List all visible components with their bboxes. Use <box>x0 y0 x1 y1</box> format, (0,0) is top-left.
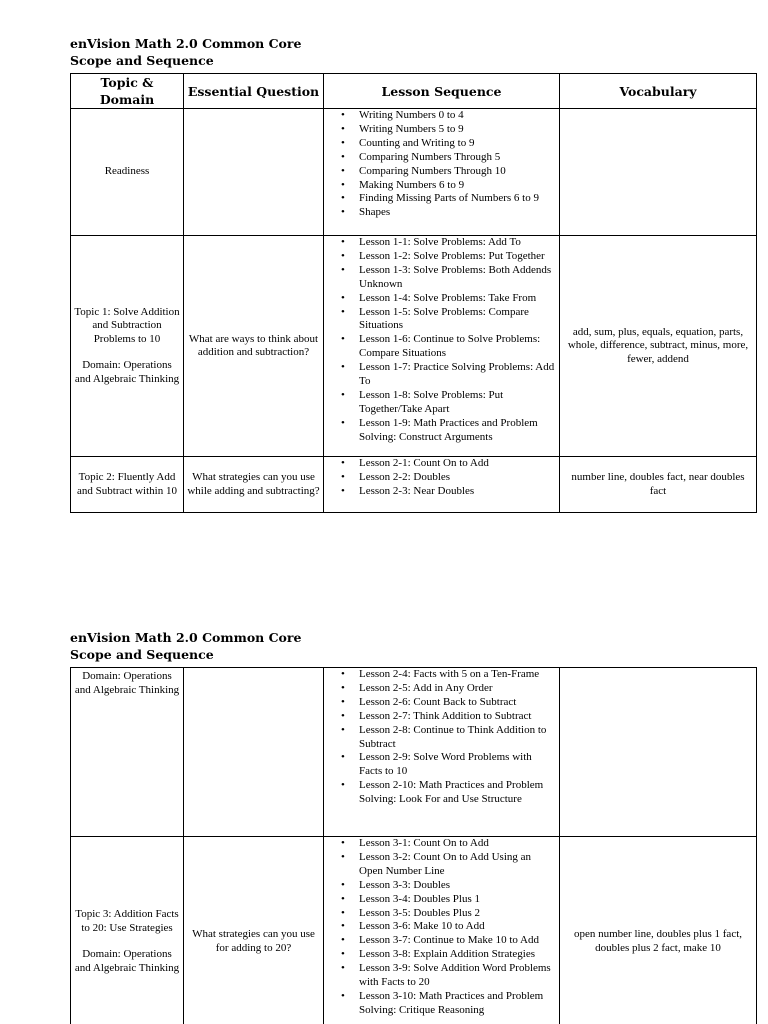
list-item: • Finding Missing Parts of Numbers 6 to 9 <box>359 192 556 206</box>
header-topic-domain: Topic & Domain <box>71 74 184 109</box>
vocabulary-cell <box>560 109 757 236</box>
list-item: • Lesson 3-2: Count On to Add Using an Open Number Line <box>359 851 556 879</box>
list-item: • Lesson 2-8: Continue to Think Addition to Subtract <box>359 724 556 752</box>
list-item: • Lesson 2-1: Count On to Add <box>359 457 556 471</box>
list-item: • Lesson 3-10: Math Practices and Problem Solving: Critique Reasoning <box>359 990 556 1018</box>
list-item: • Lesson 1-2: Solve Problems: Put Together <box>359 250 556 264</box>
list-item: • Comparing Numbers Through 10 <box>359 165 556 179</box>
lesson-list <box>327 457 556 499</box>
vocabulary-cell: add, sum, plus, equals, equation, parts, whole, difference, subtract, minus, more, fewer, addend <box>560 236 757 457</box>
page1-title-line1: enVision Math 2.0 Common Core <box>70 36 302 51</box>
page2-title-line2: Scope and Sequence <box>70 647 214 662</box>
header-essential-question: Essential Question <box>184 74 324 109</box>
list-item: • Lesson 1-4: Solve Problems: Take From <box>359 292 556 306</box>
topic-cell <box>71 236 184 457</box>
lesson-sequence-cell <box>324 457 560 513</box>
table-row-topic-2-continued <box>71 668 757 837</box>
vocabulary-cell: number line, doubles fact, near doubles fact <box>560 457 757 513</box>
list-item: • Shapes <box>359 206 556 220</box>
lesson-list <box>327 109 556 220</box>
list-item: • Lesson 2-5: Add in Any Order <box>359 682 556 696</box>
table-row-topic-3 <box>71 837 757 1024</box>
page1-title-line2: Scope and Sequence <box>70 53 214 68</box>
list-item: • Lesson 1-3: Solve Problems: Both Addends Unknown <box>359 264 556 292</box>
topic-cell <box>71 837 184 1024</box>
domain-name: Domain: Operations and Algebraic Thinking <box>74 359 180 385</box>
lesson-sequence-cell <box>324 109 560 236</box>
essential-question-cell <box>184 668 324 837</box>
lesson-sequence-cell <box>324 236 560 457</box>
lesson-sequence-cell <box>324 837 560 1024</box>
list-item: • Lesson 1-8: Solve Problems: Put Together/Take Apart <box>359 389 556 417</box>
page2-title <box>70 629 301 663</box>
page2-scope-table <box>70 667 757 1024</box>
essential-question-cell: What strategies can you use for adding to 20? <box>184 837 324 1024</box>
table-header-row <box>71 74 757 109</box>
list-item: • Lesson 3-6: Make 10 to Add <box>359 920 556 934</box>
lesson-sequence-cell <box>324 668 560 837</box>
domain-name: Domain: Operations and Algebraic Thinking <box>74 948 180 974</box>
list-item: • Lesson 3-1: Count On to Add <box>359 837 556 851</box>
list-item: • Lesson 3-9: Solve Addition Word Problems with Facts to 20 <box>359 962 556 990</box>
topic-name: Topic 3: Addition Facts to 20: Use Strategies <box>75 908 179 934</box>
topic-name: Readiness <box>104 165 150 178</box>
page1-scope-table <box>70 73 757 513</box>
list-item: • Lesson 2-2: Doubles <box>359 471 556 485</box>
lesson-list <box>327 837 556 1018</box>
lesson-list <box>327 668 556 807</box>
table-row-readiness <box>71 109 757 236</box>
vocabulary-cell <box>560 668 757 837</box>
list-item: • Lesson 2-9: Solve Word Problems with Facts to 10 <box>359 751 556 779</box>
essential-question-cell <box>184 109 324 236</box>
vocabulary-cell: open number line, doubles plus 1 fact, doubles plus 2 fact, make 10 <box>560 837 757 1024</box>
list-item: • Lesson 2-7: Think Addition to Subtract <box>359 710 556 724</box>
table-row-topic-1 <box>71 236 757 457</box>
page1-title <box>70 35 301 69</box>
list-item: • Lesson 1-1: Solve Problems: Add To <box>359 236 556 250</box>
list-item: • Lesson 2-3: Near Doubles <box>359 485 556 499</box>
list-item: • Lesson 1-9: Math Practices and Problem Solving: Construct Arguments <box>359 417 556 445</box>
list-item: • Lesson 3-4: Doubles Plus 1 <box>359 893 556 907</box>
list-item: • Lesson 3-5: Doubles Plus 2 <box>359 907 556 921</box>
list-item: • Lesson 1-5: Solve Problems: Compare Situations <box>359 306 556 334</box>
list-item: • Writing Numbers 5 to 9 <box>359 123 556 137</box>
essential-question-cell: What are ways to think about addition and subtraction? <box>184 236 324 457</box>
table-row-topic-2 <box>71 457 757 513</box>
list-item: • Lesson 3-7: Continue to Make 10 to Add <box>359 934 556 948</box>
topic-cell <box>71 457 184 513</box>
essential-question-cell: What strategies can you use while adding and subtracting? <box>184 457 324 513</box>
list-item: • Lesson 3-8: Explain Addition Strategies <box>359 948 556 962</box>
list-item: • Writing Numbers 0 to 4 <box>359 109 556 123</box>
topic-name: Topic 2: Fluently Add and Subtract within 10 <box>77 471 177 497</box>
topic-cell <box>71 109 184 236</box>
topic-cell <box>71 668 184 837</box>
list-item: • Comparing Numbers Through 5 <box>359 151 556 165</box>
list-item: • Counting and Writing to 9 <box>359 137 556 151</box>
list-item: • Lesson 1-6: Continue to Solve Problems: Compare Situations <box>359 333 556 361</box>
list-item: • Lesson 3-3: Doubles <box>359 879 556 893</box>
domain-name: Domain: Operations and Algebraic Thinking <box>74 670 180 696</box>
header-vocabulary: Vocabulary <box>560 74 757 109</box>
list-item: • Lesson 2-4: Facts with 5 on a Ten-Frame <box>359 668 556 682</box>
list-item: • Lesson 2-6: Count Back to Subtract <box>359 696 556 710</box>
list-item: • Lesson 1-7: Practice Solving Problems: Add To <box>359 361 556 389</box>
page2-title-line1: enVision Math 2.0 Common Core <box>70 630 302 645</box>
list-item: • Lesson 2-10: Math Practices and Problem Solving: Look For and Use Structure <box>359 779 556 807</box>
topic-name: Topic 1: Solve Addition and Subtraction Problems to 10 <box>74 305 180 345</box>
lesson-list <box>327 236 556 445</box>
list-item: • Making Numbers 6 to 9 <box>359 179 556 193</box>
header-lesson-sequence: Lesson Sequence <box>324 74 560 109</box>
